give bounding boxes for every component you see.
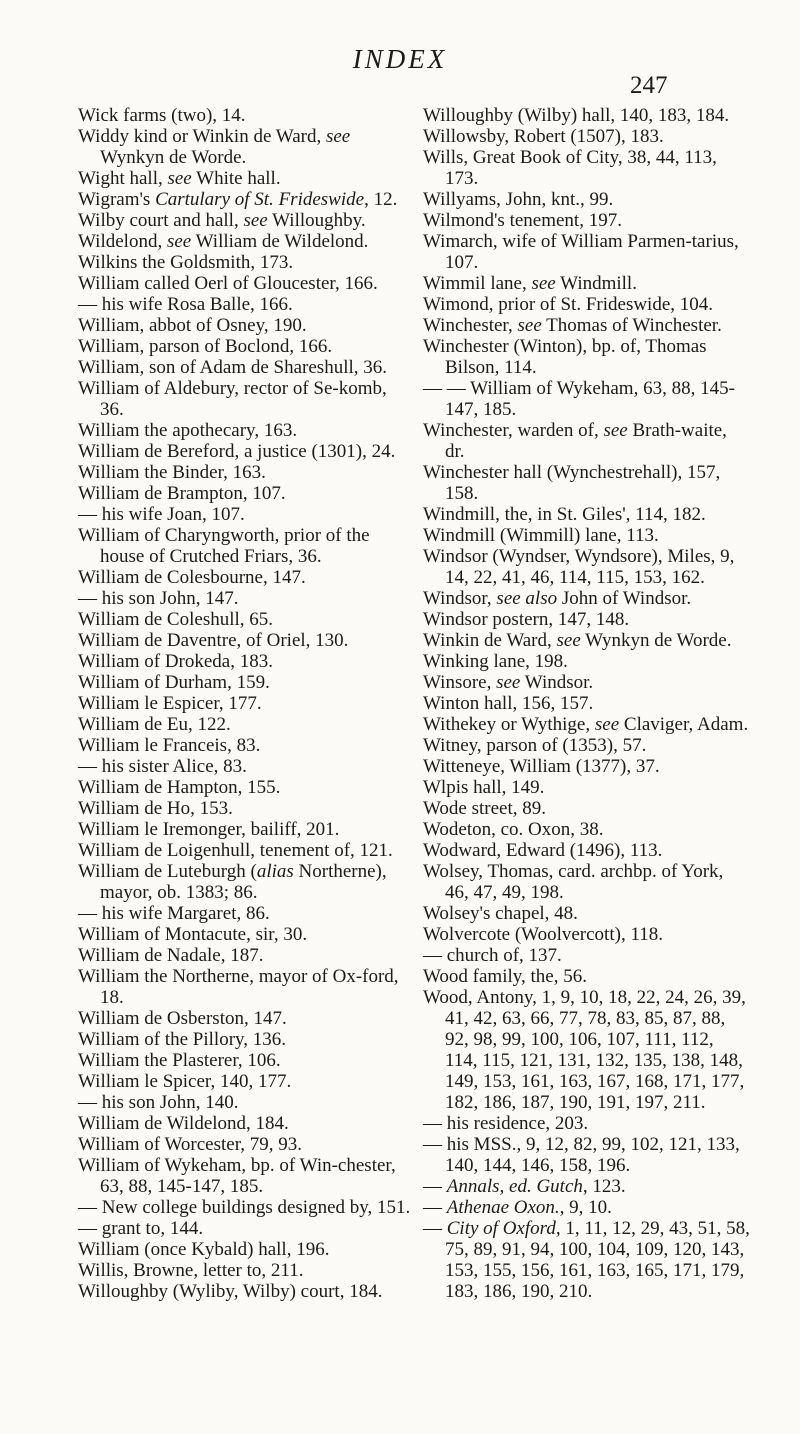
index-entry (423, 714, 750, 735)
entry-text: William de Brampton, 107. (78, 483, 286, 504)
entry-text: Wodeton, co. Oxon, 38. (423, 819, 604, 840)
index-entry (423, 126, 750, 147)
index-entry (78, 798, 413, 819)
index-entry (423, 819, 750, 840)
entry-text: William le Spicer, 140, 177. (78, 1071, 292, 1092)
entry-text: William de Daventre, of Oriel, 130. (78, 630, 349, 651)
index-entry (78, 945, 413, 966)
entry-text: William called Oerl of Gloucester, 166. (78, 273, 378, 294)
entry-text: William the Northerne, mayor of Ox-ford, 18. (78, 966, 399, 1008)
entry-text: — New college buildings designed by, 151. (78, 1197, 411, 1218)
entry-text: Winchester, warden of, (423, 420, 604, 441)
index-entry (423, 651, 750, 672)
entry-text: , 9, 10. (559, 1197, 612, 1218)
index-entry (423, 525, 750, 546)
index-entry (78, 378, 413, 420)
entry-text: — — William of Wykeham, 63, 88, 145-147, 185. (423, 378, 735, 420)
entry-italic-text: see (496, 672, 521, 693)
entry-text: Windmill. (555, 273, 637, 294)
index-entry (78, 1071, 413, 1092)
entry-italic-text: see (325, 126, 351, 147)
entry-italic-text: alias (256, 861, 294, 882)
entry-text: William, parson of Boclond, 166. (78, 336, 333, 357)
index-entry (423, 630, 750, 651)
index-entry (78, 651, 413, 672)
index-entry (423, 315, 750, 336)
entry-italic-text: see (603, 420, 628, 441)
entry-italic-text: Cartulary of St. Frideswide (155, 189, 365, 210)
entry-text: William of Worcester, 79, 93. (78, 1134, 303, 1155)
index-entry (423, 945, 750, 966)
entry-italic-text: see (166, 231, 192, 252)
entry-text: Wolvercote (Woolvercott), 118. (423, 924, 663, 945)
index-entry (78, 567, 413, 588)
index-entry (78, 126, 413, 168)
index-entry (78, 609, 413, 630)
entry-text: — (423, 1176, 447, 1197)
entry-text: John of Windsor. (557, 588, 692, 609)
index-entry (78, 168, 413, 189)
entry-text: Wodward, Edward (1496), 113. (423, 840, 663, 861)
entry-text: William, son of Adam de Shareshull, 36. (78, 357, 388, 378)
entry-text: Winchester (Winton), bp. of, Thomas Bilson, 114. (423, 336, 707, 378)
entry-italic-text: see (594, 714, 620, 735)
index-entry (78, 1029, 413, 1050)
entry-text: Wick farms (two), 14. (78, 105, 246, 126)
index-entry (423, 609, 750, 630)
index-entry (78, 903, 413, 924)
entry-text: Witney, parson of (1353), 57. (423, 735, 647, 756)
entry-text: — grant to, 144. (78, 1218, 204, 1239)
entry-text: Wood, Antony, 1, 9, 10, 18, 22, 24, 26, 39, 41, 42, 63, 66, 77, 78, 83, 85, 87, 88, 92, 98, 99, 100, 106, 107, 111, 112, 114, 115, 121, 131, 132, 135, 138, 148, 149, 153, 161, 163, 167, 168, 171, 177, 182, 186, 187, 190, 191, 197, 211. (423, 987, 746, 1113)
entry-text: William of Drokeda, 183. (78, 651, 273, 672)
entry-text: William of Wykeham, bp. of Win-chester, 63, 88, 145-147, 185. (78, 1155, 396, 1197)
entry-text: Wimarch, wife of William Parmen-tarius, 107. (423, 231, 739, 273)
index-entry (423, 1134, 750, 1176)
entry-text: Withekey or Wythige, (423, 714, 595, 735)
entry-text: William the apothecary, 163. (78, 420, 298, 441)
entry-text: William le Iremonger, bailiff, 201. (78, 819, 340, 840)
entry-text: Widdy kind or Winkin de Ward, (78, 126, 326, 147)
index-entry (78, 672, 413, 693)
entry-text: — his MSS., 9, 12, 82, 99, 102, 121, 133, 140, 144, 146, 158, 196. (423, 1134, 740, 1176)
entry-text: Claviger, Adam. (619, 714, 749, 735)
entry-text: Windmill (Wimmill) lane, 113. (423, 525, 659, 546)
index-entry (78, 252, 413, 273)
index-entry (423, 378, 750, 420)
entry-italic-text: see (556, 630, 581, 651)
index-entry (423, 1176, 750, 1197)
entry-text: Windmill, the, in St. Giles', 114, 182. (423, 504, 706, 525)
index-entry (78, 966, 413, 1008)
index-entry (78, 462, 413, 483)
entry-text: Wynkyn de Worde. (580, 630, 732, 651)
entry-text: William of the Pillory, 136. (78, 1029, 287, 1050)
index-entry (423, 1113, 750, 1134)
entry-text: William de Eu, 122. (78, 714, 231, 735)
page-number: 247 (630, 72, 668, 99)
entry-text: — his son John, 140. (78, 1092, 239, 1113)
index-entry (78, 315, 413, 336)
entry-italic-text: see (243, 210, 268, 231)
entry-text: William de Loigenhull, tenement of, 121. (78, 840, 393, 861)
entry-italic-text: City of Oxford (446, 1218, 556, 1239)
index-entry (78, 819, 413, 840)
entry-text: William de Nadale, 187. (78, 945, 264, 966)
index-entry (423, 924, 750, 945)
entry-text: William de Osberston, 147. (78, 1008, 287, 1029)
index-entry (423, 147, 750, 189)
index-entry (78, 861, 413, 903)
entry-text: Wolsey, Thomas, card. archbp. of York, 46, 47, 49, 198. (423, 861, 724, 903)
entry-text: William of Charyngworth, prior of the house of Crutched Friars, 36. (78, 525, 370, 567)
index-entry (78, 210, 413, 231)
index-entry (423, 1197, 750, 1218)
entry-text: — his sister Alice, 83. (78, 756, 247, 777)
index-entry (78, 693, 413, 714)
index-entry (423, 231, 750, 273)
entry-text: Wills, Great Book of City, 38, 44, 113, 173. (423, 147, 717, 189)
entry-text: , 1, 11, 12, 29, 43, 51, 58, 75, 89, 91, 94, 100, 104, 109, 120, 143, 153, 155, 156, 161, 163, 165, 171, 179, 183, 186, 190, 210. (445, 1218, 750, 1302)
entry-text: — his wife Margaret, 86. (78, 903, 270, 924)
right-column (423, 105, 750, 1302)
entry-text: Wimmil lane, (423, 273, 532, 294)
index-entry (78, 1113, 413, 1134)
index-entry (78, 336, 413, 357)
index-entry (423, 756, 750, 777)
entry-text: William the Plasterer, 106. (78, 1050, 281, 1071)
index-entry (78, 630, 413, 651)
index-entry (78, 441, 413, 462)
left-column (78, 105, 413, 1302)
entry-italic-text: Athenae Oxon. (446, 1197, 560, 1218)
index-entry (78, 1218, 413, 1239)
entry-text: Wight hall, (78, 168, 168, 189)
entry-text: — his residence, 203. (423, 1113, 589, 1134)
entry-text: Wimond, prior of St. Frideswide, 104. (423, 294, 714, 315)
index-entry (78, 1260, 413, 1281)
index-entry (423, 294, 750, 315)
entry-text: Windsor (Wyndser, Wyndsore), Miles, 9, 14, 22, 41, 46, 114, 115, 153, 162. (423, 546, 735, 588)
entry-italic-text: Annals, ed. Gutch (446, 1176, 583, 1197)
index-entry (423, 987, 750, 1113)
entry-italic-text: see also (496, 588, 558, 609)
entry-text: Wood family, the, 56. (423, 966, 587, 987)
entry-text: William de Hampton, 155. (78, 777, 281, 798)
entry-text: Willoughby (Wilby) hall, 140, 183, 184. (423, 105, 730, 126)
index-entry (78, 189, 413, 210)
entry-text: Wolsey's chapel, 48. (423, 903, 578, 924)
entry-text: William of Durham, 159. (78, 672, 270, 693)
index-entry (78, 735, 413, 756)
index-entry (78, 1197, 413, 1218)
entry-text: Northerne), mayor, ob. 1383; 86. (100, 861, 387, 903)
entry-text: — (423, 1197, 447, 1218)
entry-italic-text: see (531, 273, 556, 294)
entry-text: Wynkyn de Worde. (100, 147, 247, 168)
entry-text: William de Bereford, a justice (1301), 24. (78, 441, 396, 462)
entry-italic-text: see (517, 315, 542, 336)
index-entry (78, 1092, 413, 1113)
index-entry (423, 504, 750, 525)
entry-text: William (once Kybald) hall, 196. (78, 1239, 330, 1260)
entry-text: William of Montacute, sir, 30. (78, 924, 308, 945)
index-entry (78, 483, 413, 504)
index-entry (423, 840, 750, 861)
index-entry (78, 105, 413, 126)
index-entry (423, 588, 750, 609)
index-entry (78, 420, 413, 441)
entry-text: Windsor postern, 147, 148. (423, 609, 630, 630)
entry-text: William de Coleshull, 65. (78, 609, 274, 630)
index-entry (78, 1008, 413, 1029)
entry-text: Brath-waite, dr. (445, 420, 727, 462)
entry-text: William le Espicer, 177. (78, 693, 262, 714)
index-entry (78, 525, 413, 567)
index-entry (78, 588, 413, 609)
entry-text: William le Franceis, 83. (78, 735, 261, 756)
entry-text: Willowsby, Robert (1507), 183. (423, 126, 664, 147)
index-entry (423, 189, 750, 210)
entry-text: Wilmond's tenement, 197. (423, 210, 622, 231)
entry-text: , 123. (582, 1176, 626, 1197)
entry-text: Willoughby. (267, 210, 366, 231)
index-entry (78, 714, 413, 735)
index-entry (423, 966, 750, 987)
index-entry (78, 1050, 413, 1071)
entry-text: Thomas of Winchester. (541, 315, 722, 336)
entry-text: — his son John, 147. (78, 588, 239, 609)
index-entry (423, 420, 750, 462)
entry-text: William de Ho, 153. (78, 798, 233, 819)
index-entry (78, 777, 413, 798)
entry-text: — his wife Joan, 107. (78, 504, 245, 525)
index-entry (78, 1134, 413, 1155)
entry-text: Wlpis hall, 149. (423, 777, 545, 798)
entry-text: Winchester hall (Wynchestrehall), 157, 158. (423, 462, 721, 504)
index-entry (78, 357, 413, 378)
index-entry (423, 903, 750, 924)
index-entry (78, 1281, 413, 1302)
entry-text: Winchester, (423, 315, 518, 336)
entry-text: Witteneye, William (1377), 37. (423, 756, 660, 777)
entry-italic-text: see (167, 168, 192, 189)
entry-text: William, abbot of Osney, 190. (78, 315, 307, 336)
index-entry (423, 861, 750, 903)
entry-text: White hall. (191, 168, 281, 189)
index-entry (78, 231, 413, 252)
running-title: INDEX (352, 44, 448, 74)
index-entry (78, 924, 413, 945)
index-entry (423, 105, 750, 126)
entry-text: Wildelond, (78, 231, 167, 252)
entry-text: Wilby court and hall, (78, 210, 244, 231)
entry-text: William the Binder, 163. (78, 462, 266, 483)
entry-text: Willyams, John, knt., 99. (423, 189, 614, 210)
entry-text: Winsore, (423, 672, 497, 693)
index-entry (78, 273, 413, 294)
entry-text: — (423, 1218, 447, 1239)
entry-text: Winking lane, 198. (423, 651, 568, 672)
index-entry (423, 693, 750, 714)
index-entry (423, 546, 750, 588)
entry-text: Willis, Browne, letter to, 211. (78, 1260, 304, 1281)
index-entry (78, 1155, 413, 1197)
index-entry (423, 273, 750, 294)
entry-text: Windsor, (423, 588, 497, 609)
index-entry (78, 756, 413, 777)
index-entry (423, 672, 750, 693)
index-entry (423, 735, 750, 756)
entry-text: Windsor. (520, 672, 594, 693)
entry-text: Wilkins the Goldsmith, 173. (78, 252, 294, 273)
entry-text: Willoughby (Wyliby, Wilby) court, 184. (78, 1281, 383, 1302)
index-entry (423, 462, 750, 504)
entry-text: Wode street, 89. (423, 798, 546, 819)
index-entry (78, 840, 413, 861)
entry-text: William de Luteburgh ( (78, 861, 257, 882)
index-entry (423, 210, 750, 231)
entry-text: William de Colesbourne, 147. (78, 567, 306, 588)
index-entry (78, 504, 413, 525)
index-entry (423, 1218, 750, 1302)
index-entry (78, 294, 413, 315)
index-entry (423, 336, 750, 378)
entry-text: — church of, 137. (423, 945, 562, 966)
entry-text: Wigram's (78, 189, 156, 210)
entry-text: — his wife Rosa Balle, 166. (78, 294, 293, 315)
entry-text: Winkin de Ward, (423, 630, 557, 651)
index-entry (78, 1239, 413, 1260)
entry-text: William of Aldebury, rector of Se-komb, 36. (78, 378, 387, 420)
entry-text: , 12. (364, 189, 398, 210)
entry-text: Winton hall, 156, 157. (423, 693, 594, 714)
entry-text: William de Wildelond, 184. (78, 1113, 289, 1134)
index-entry (423, 798, 750, 819)
entry-text: William de Wildelond. (191, 231, 369, 252)
index-entry (423, 777, 750, 798)
